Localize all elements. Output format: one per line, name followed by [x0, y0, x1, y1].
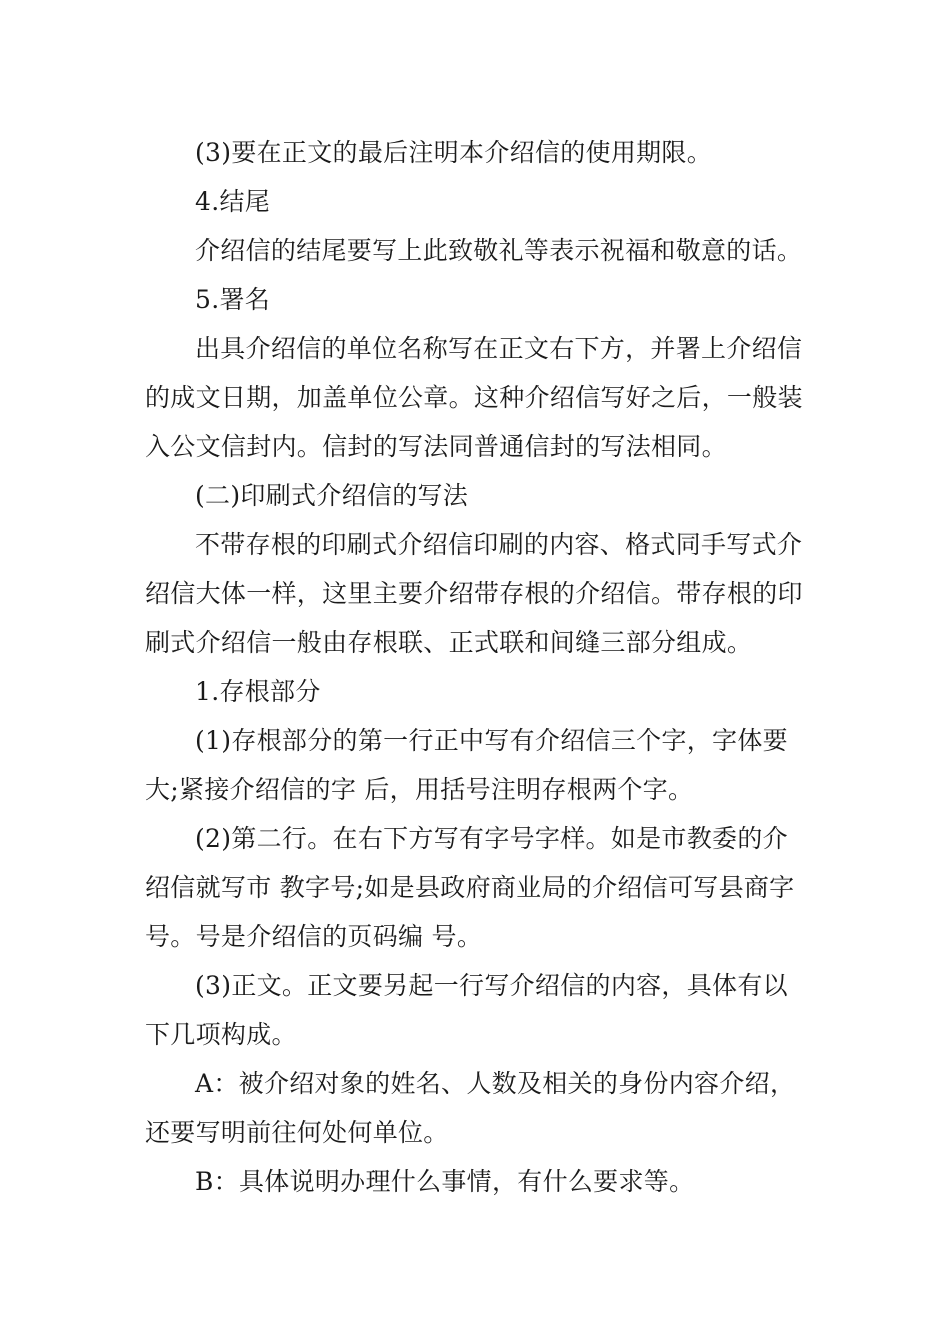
paragraph-ending: 介绍信的结尾要写上此致敬礼等表示祝福和敬意的话。: [195, 236, 803, 265]
paragraph-stub-first-line: (1)存根部分的第一行正中写有介绍信三个字，字体要大;紧接介绍信的字 后，用括号注明存根两个字。: [145, 726, 788, 804]
heading-signature: 5.署名: [195, 285, 271, 314]
paragraph-signature: 出具介绍信的单位名称写在正文右下方，并署上介绍信的成文日期，加盖单位公章。这种介绍信写好之后，一般装入公文信封内。信封的写法同普通信封的写法相同。: [145, 334, 803, 461]
heading-ending: 4.结尾: [195, 187, 271, 216]
paragraph-printed-letter: 不带存根的印刷式介绍信印刷的内容、格式同手写式介绍信大体一样，这里主要介绍带存根的介绍信。带存根的印刷式介绍信一般由存根联、正式联和间缝三部分组成。: [145, 530, 803, 657]
paragraph-item-b: B：具体说明办理什么事情，有什么要求等。: [195, 1167, 695, 1196]
paragraph-item-a: A：被介绍对象的姓名、人数及相关的身份内容介绍，还要写明前往何处何单位。: [145, 1069, 796, 1147]
document-body: [145, 128, 807, 1206]
paragraph-stub-body: (3)正文。正文要另起一行写介绍信的内容，具体有以下几项构成。: [145, 971, 788, 1049]
heading-printed-letter: (二)印刷式介绍信的写法: [195, 481, 469, 510]
paragraph-validity-period: (3)要在正文的最后注明本介绍信的使用期限。: [195, 138, 713, 167]
heading-stub-section: 1.存根部分: [195, 677, 321, 706]
paragraph-stub-second-line: (2)第二行。在右下方写有字号字样。如是市教委的介绍信就写市 教字号;如是县政府商业局的介绍信可写县商字号。号是介绍信的页码编 号。: [145, 824, 795, 951]
